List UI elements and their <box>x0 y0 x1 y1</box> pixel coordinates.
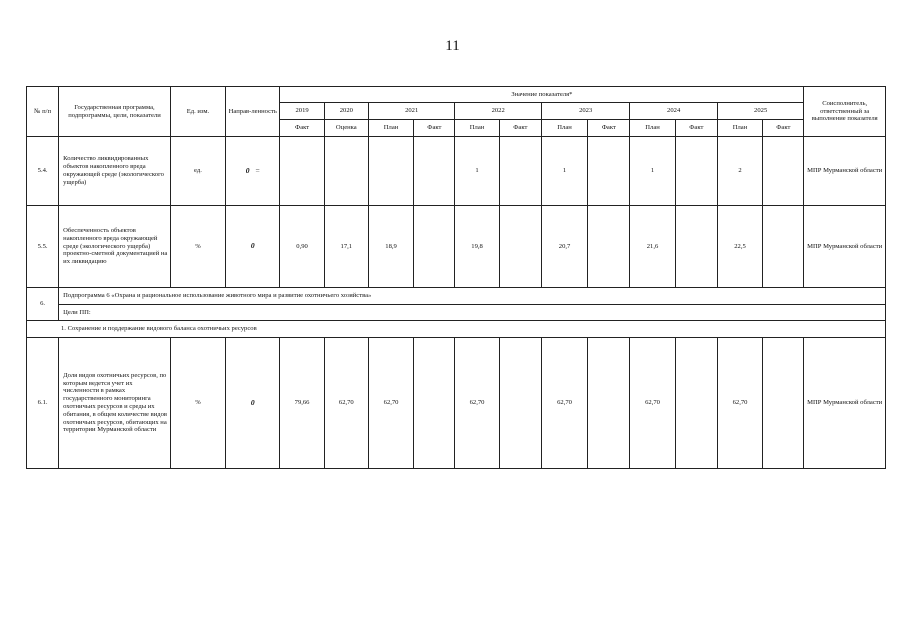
sub-2022-fact: Факт <box>499 120 541 137</box>
value-cell-2022-plan: 19,8 <box>455 206 499 288</box>
subprogram-title: Подпрограмма 6 «Охрана и рациональное использование животного мира и развитие охотничьего хозяйства» <box>59 288 886 305</box>
value-cell <box>414 137 455 206</box>
executor-cell: МПР Мурманской области <box>804 137 886 206</box>
year-2020: 2020 <box>324 103 368 120</box>
goals-row <box>27 305 886 321</box>
sub-2025-plan: План <box>717 120 762 137</box>
year-2025: 2025 <box>717 103 804 120</box>
sub-2020-estimate: Оценка <box>324 120 368 137</box>
value-cell-2023-plan: 1 <box>541 137 587 206</box>
value-cell <box>763 338 804 469</box>
direction-mark: 0 <box>250 397 255 407</box>
indicator-name: Обеспеченность объектов накопленного вреда окружающей среде (экологического ущерба) проектно-сметной документацией на их ликвидацию <box>59 206 171 288</box>
value-cell-2019-fact: 79,66 <box>280 338 324 469</box>
sub-2025-fact: Факт <box>763 120 804 137</box>
row-num: 6. <box>27 288 59 321</box>
value-cell <box>588 137 630 206</box>
year-2019: 2019 <box>280 103 324 120</box>
table-row-5-4 <box>27 137 886 206</box>
value-cell <box>763 137 804 206</box>
row-num: 5.4. <box>27 137 59 206</box>
indicators-table <box>26 86 886 469</box>
value-cell <box>675 137 717 206</box>
goals-label: Цели ПП: <box>59 305 886 321</box>
value-cell-2024-plan: 21,6 <box>630 206 675 288</box>
value-cell-2020-estimate: 17,1 <box>324 206 368 288</box>
executor-cell: МПР Мурманской области <box>804 338 886 469</box>
indicator-name: Доля видов охотничьих ресурсов, по которым ведется учет их численности в рамках государственного мониторинга охотничьих ресурсов и среды их обитания, в общем количестве видов охотничьих ресурсов, обитающих на территории Мурманской области <box>59 338 171 469</box>
year-2024: 2024 <box>630 103 717 120</box>
table-row-6-1 <box>27 338 886 469</box>
value-cell-2019-fact: 0,90 <box>280 206 324 288</box>
direction-extra: = <box>255 165 260 175</box>
value-cell <box>675 206 717 288</box>
page-number: 11 <box>445 38 460 54</box>
value-cell-2023-plan: 20,7 <box>541 206 587 288</box>
sub-2019-fact: Факт <box>280 120 324 137</box>
value-cell-2021-plan: 62,70 <box>368 338 413 469</box>
sub-2021-plan: План <box>368 120 413 137</box>
sub-2021-fact: Факт <box>414 120 455 137</box>
direction-cell <box>226 338 280 469</box>
value-cell <box>499 338 541 469</box>
sub-2024-fact: Факт <box>675 120 717 137</box>
unit-cell: % <box>170 206 225 288</box>
unit-cell: % <box>170 338 225 469</box>
value-cell-2025-plan: 22,5 <box>717 206 762 288</box>
row-num: 5.5. <box>27 206 59 288</box>
table-row-5-5 <box>27 206 886 288</box>
header-num: № п/п <box>27 87 59 137</box>
value-cell <box>763 206 804 288</box>
value-cell <box>324 137 368 206</box>
subprogram-row <box>27 288 886 305</box>
header-executor: Соисполнитель, ответственный за выполнение показателя <box>804 87 886 137</box>
direction-cell <box>226 137 280 206</box>
goal-1: 1. Сохранение и поддержание видового баланса охотничьих ресурсов <box>27 321 886 338</box>
value-cell <box>499 137 541 206</box>
direction-cell <box>226 206 280 288</box>
header-direction: Направ-ленность <box>226 87 280 137</box>
header-unit: Ед. изм. <box>170 87 225 137</box>
value-cell-2025-plan: 2 <box>717 137 762 206</box>
sub-2023-fact: Факт <box>588 120 630 137</box>
value-cell <box>588 206 630 288</box>
value-cell-2022-plan: 1 <box>455 137 499 206</box>
value-cell-2025-plan: 62,70 <box>717 338 762 469</box>
sub-2023-plan: План <box>541 120 587 137</box>
executor-cell: МПР Мурманской области <box>804 206 886 288</box>
value-cell <box>368 137 413 206</box>
direction-mark: 0 <box>250 241 255 251</box>
value-cell-2023-plan: 62,70 <box>541 338 587 469</box>
value-cell <box>414 338 455 469</box>
sub-2024-plan: План <box>630 120 675 137</box>
value-cell <box>280 137 324 206</box>
value-cell <box>414 206 455 288</box>
value-cell-2024-plan: 1 <box>630 137 675 206</box>
header-values-title: Значение показателя* <box>280 87 804 103</box>
value-cell <box>588 338 630 469</box>
value-cell-2021-plan: 18,9 <box>368 206 413 288</box>
value-cell <box>675 338 717 469</box>
header-program: Государственная программа, подпрограммы, цели, показатели <box>59 87 171 137</box>
value-cell <box>499 206 541 288</box>
row-num: 6.1. <box>27 338 59 469</box>
value-cell-2020-estimate: 62,70 <box>324 338 368 469</box>
direction-mark: 0 <box>245 165 250 175</box>
year-2022: 2022 <box>455 103 541 120</box>
sub-2022-plan: План <box>455 120 499 137</box>
indicator-name: Количество ликвидированных объектов накопленного вреда окружающей среде (экологического ущерба) <box>59 137 171 206</box>
header-row-1 <box>27 87 886 103</box>
value-cell-2022-plan: 62,70 <box>455 338 499 469</box>
value-cell-2024-plan: 62,70 <box>630 338 675 469</box>
year-2023: 2023 <box>541 103 630 120</box>
year-2021: 2021 <box>368 103 454 120</box>
unit-cell: ед. <box>170 137 225 206</box>
goal-row <box>27 321 886 338</box>
